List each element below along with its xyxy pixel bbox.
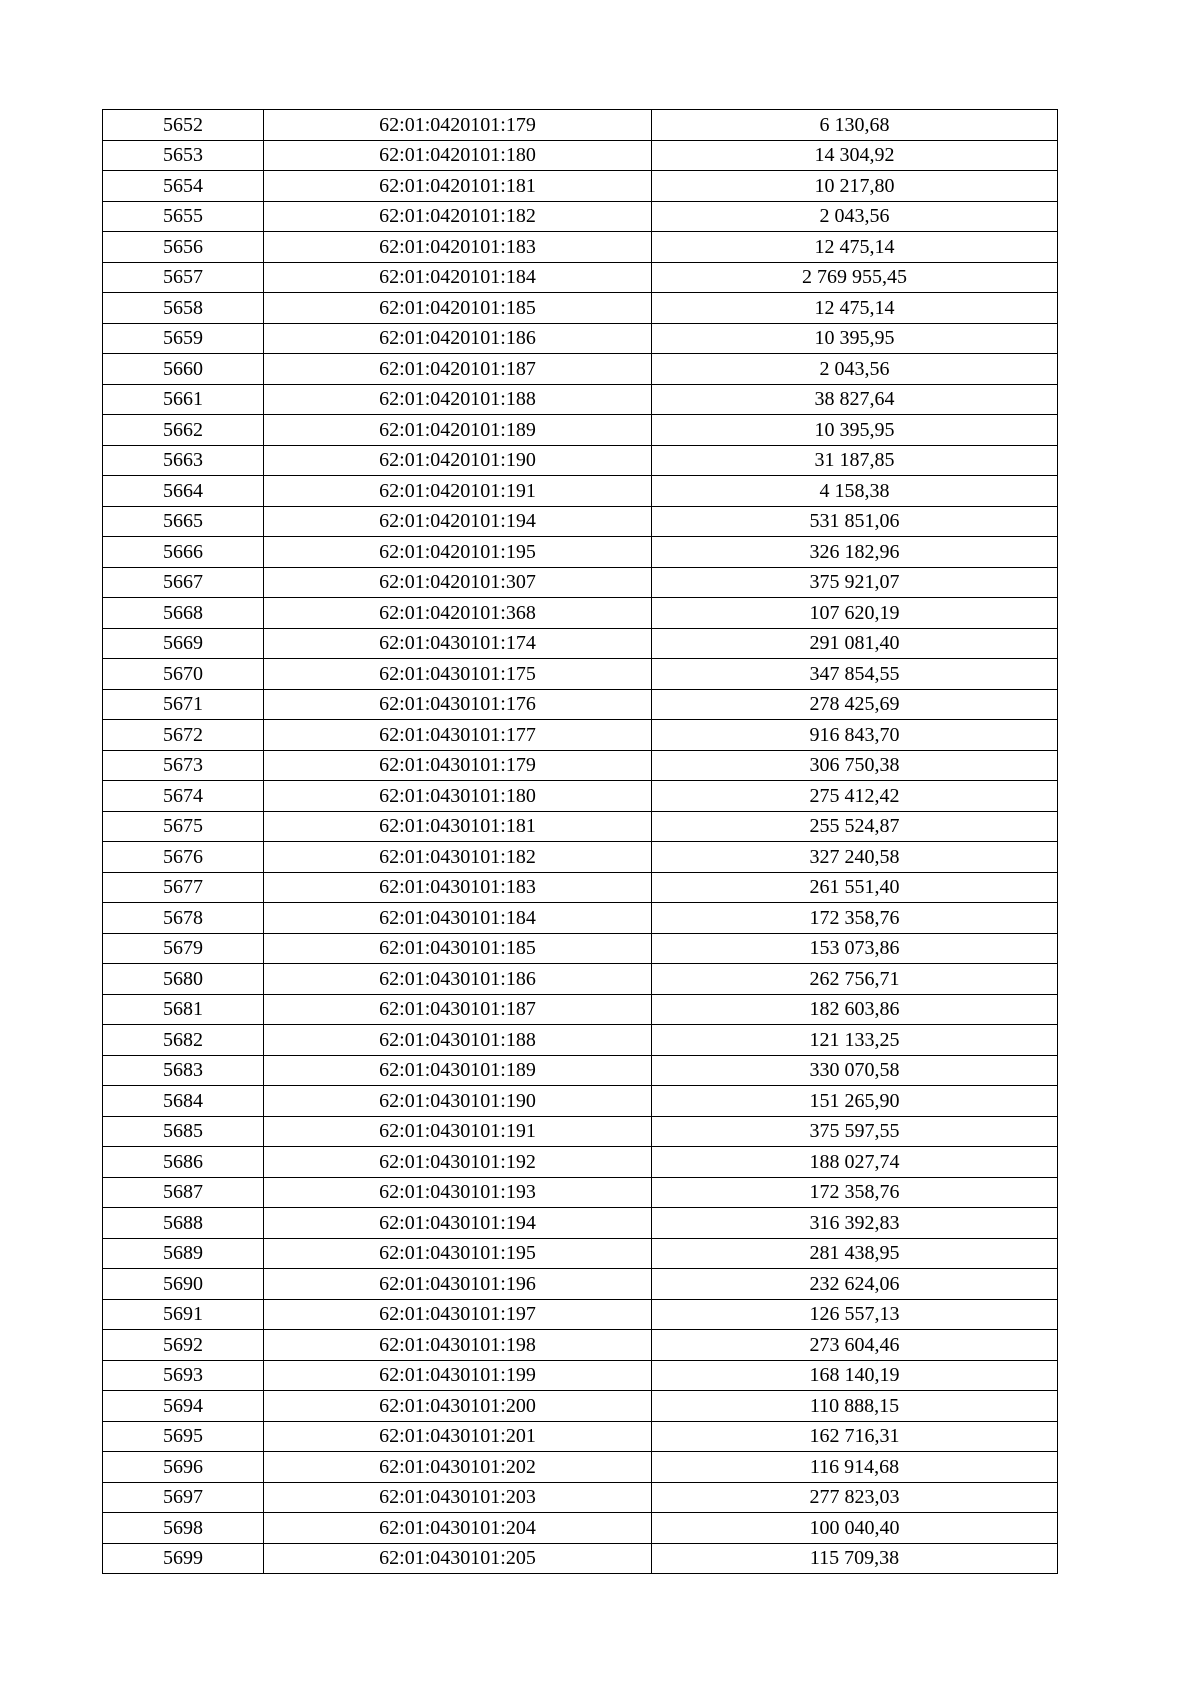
row-number-cell: 5663: [103, 445, 264, 476]
row-number-cell: 5668: [103, 598, 264, 629]
table-row: [103, 1177, 1058, 1208]
table-row: [103, 994, 1058, 1025]
value-cell: 278 425,69: [652, 689, 1058, 720]
cadastral-number-cell: 62:01:0420101:190: [264, 445, 652, 476]
row-number-cell: 5652: [103, 110, 264, 141]
value-cell: 531 851,06: [652, 506, 1058, 537]
cadastral-number-cell: 62:01:0430101:175: [264, 659, 652, 690]
table-row: [103, 1086, 1058, 1117]
value-cell: 151 265,90: [652, 1086, 1058, 1117]
row-number-cell: 5654: [103, 171, 264, 202]
table-row: [103, 1421, 1058, 1452]
value-cell: 291 081,40: [652, 628, 1058, 659]
cadastral-number-cell: 62:01:0430101:202: [264, 1452, 652, 1483]
value-cell: 6 130,68: [652, 110, 1058, 141]
value-cell: 172 358,76: [652, 903, 1058, 934]
row-number-cell: 5695: [103, 1421, 264, 1452]
row-number-cell: 5691: [103, 1299, 264, 1330]
cadastral-number-cell: 62:01:0420101:186: [264, 323, 652, 354]
table-row: [103, 1269, 1058, 1300]
value-cell: 255 524,87: [652, 811, 1058, 842]
value-cell: 121 133,25: [652, 1025, 1058, 1056]
cadastral-number-cell: 62:01:0430101:186: [264, 964, 652, 995]
value-cell: 115 709,38: [652, 1543, 1058, 1574]
row-number-cell: 5693: [103, 1360, 264, 1391]
cadastral-number-cell: 62:01:0430101:182: [264, 842, 652, 873]
table-row: [103, 171, 1058, 202]
value-cell: 12 475,14: [652, 293, 1058, 324]
table-row: [103, 1391, 1058, 1422]
value-cell: 153 073,86: [652, 933, 1058, 964]
row-number-cell: 5685: [103, 1116, 264, 1147]
value-cell: 2 043,56: [652, 201, 1058, 232]
row-number-cell: 5675: [103, 811, 264, 842]
row-number-cell: 5674: [103, 781, 264, 812]
cadastral-number-cell: 62:01:0430101:174: [264, 628, 652, 659]
row-number-cell: 5687: [103, 1177, 264, 1208]
table-row: [103, 1055, 1058, 1086]
value-cell: 281 438,95: [652, 1238, 1058, 1269]
cadastral-number-cell: 62:01:0430101:189: [264, 1055, 652, 1086]
cadastral-number-cell: 62:01:0430101:197: [264, 1299, 652, 1330]
value-cell: 12 475,14: [652, 232, 1058, 263]
value-cell: 375 921,07: [652, 567, 1058, 598]
cadastral-number-cell: 62:01:0420101:194: [264, 506, 652, 537]
row-number-cell: 5673: [103, 750, 264, 781]
table-row: [103, 1452, 1058, 1483]
row-number-cell: 5678: [103, 903, 264, 934]
cadastral-number-cell: 62:01:0420101:307: [264, 567, 652, 598]
value-cell: 116 914,68: [652, 1452, 1058, 1483]
table-row: [103, 567, 1058, 598]
value-cell: 316 392,83: [652, 1208, 1058, 1239]
table-row: [103, 1482, 1058, 1513]
value-cell: 2 043,56: [652, 354, 1058, 385]
table-row: [103, 537, 1058, 568]
cadastral-number-cell: 62:01:0430101:194: [264, 1208, 652, 1239]
table-row: [103, 1208, 1058, 1239]
table-body: [103, 110, 1058, 1574]
row-number-cell: 5680: [103, 964, 264, 995]
value-cell: 168 140,19: [652, 1360, 1058, 1391]
table-row: [103, 750, 1058, 781]
value-cell: 327 240,58: [652, 842, 1058, 873]
table-row: [103, 476, 1058, 507]
cadastral-number-cell: 62:01:0420101:182: [264, 201, 652, 232]
value-cell: 347 854,55: [652, 659, 1058, 690]
row-number-cell: 5696: [103, 1452, 264, 1483]
value-cell: 330 070,58: [652, 1055, 1058, 1086]
cadastral-number-cell: 62:01:0420101:181: [264, 171, 652, 202]
table-row: [103, 598, 1058, 629]
table-row: [103, 1513, 1058, 1544]
row-number-cell: 5653: [103, 140, 264, 171]
table-row: [103, 1299, 1058, 1330]
cadastral-number-cell: 62:01:0420101:187: [264, 354, 652, 385]
table-row: [103, 689, 1058, 720]
row-number-cell: 5686: [103, 1147, 264, 1178]
value-cell: 273 604,46: [652, 1330, 1058, 1361]
cadastral-number-cell: 62:01:0430101:196: [264, 1269, 652, 1300]
row-number-cell: 5689: [103, 1238, 264, 1269]
table-row: [103, 354, 1058, 385]
value-cell: 182 603,86: [652, 994, 1058, 1025]
value-cell: 232 624,06: [652, 1269, 1058, 1300]
value-cell: 275 412,42: [652, 781, 1058, 812]
value-cell: 916 843,70: [652, 720, 1058, 751]
value-cell: 4 158,38: [652, 476, 1058, 507]
table-row: [103, 811, 1058, 842]
value-cell: 277 823,03: [652, 1482, 1058, 1513]
cadastral-number-cell: 62:01:0420101:368: [264, 598, 652, 629]
value-cell: 172 358,76: [652, 1177, 1058, 1208]
cadastral-number-cell: 62:01:0430101:198: [264, 1330, 652, 1361]
row-number-cell: 5655: [103, 201, 264, 232]
cadastral-number-cell: 62:01:0420101:184: [264, 262, 652, 293]
value-cell: 375 597,55: [652, 1116, 1058, 1147]
value-cell: 14 304,92: [652, 140, 1058, 171]
value-cell: 100 040,40: [652, 1513, 1058, 1544]
row-number-cell: 5657: [103, 262, 264, 293]
table-row: [103, 1330, 1058, 1361]
cadastral-number-cell: 62:01:0420101:185: [264, 293, 652, 324]
value-cell: 10 395,95: [652, 323, 1058, 354]
cadastral-number-cell: 62:01:0430101:203: [264, 1482, 652, 1513]
row-number-cell: 5679: [103, 933, 264, 964]
row-number-cell: 5688: [103, 1208, 264, 1239]
cadastral-number-cell: 62:01:0430101:195: [264, 1238, 652, 1269]
cadastral-number-cell: 62:01:0430101:177: [264, 720, 652, 751]
table-row: [103, 964, 1058, 995]
cadastral-number-cell: 62:01:0420101:179: [264, 110, 652, 141]
row-number-cell: 5666: [103, 537, 264, 568]
cadastral-number-cell: 62:01:0430101:183: [264, 872, 652, 903]
value-cell: 188 027,74: [652, 1147, 1058, 1178]
table-row: [103, 1025, 1058, 1056]
row-number-cell: 5659: [103, 323, 264, 354]
cadastral-number-cell: 62:01:0430101:188: [264, 1025, 652, 1056]
table-row: [103, 384, 1058, 415]
value-cell: 110 888,15: [652, 1391, 1058, 1422]
row-number-cell: 5664: [103, 476, 264, 507]
table-row: [103, 933, 1058, 964]
table-row: [103, 1238, 1058, 1269]
table-row: [103, 1116, 1058, 1147]
cadastral-number-cell: 62:01:0420101:188: [264, 384, 652, 415]
cadastral-number-cell: 62:01:0430101:200: [264, 1391, 652, 1422]
row-number-cell: 5665: [103, 506, 264, 537]
cadastral-number-cell: 62:01:0430101:199: [264, 1360, 652, 1391]
row-number-cell: 5697: [103, 1482, 264, 1513]
row-number-cell: 5681: [103, 994, 264, 1025]
value-cell: 38 827,64: [652, 384, 1058, 415]
value-cell: 10 395,95: [652, 415, 1058, 446]
cadastral-value-table: [102, 109, 1058, 1574]
row-number-cell: 5699: [103, 1543, 264, 1574]
row-number-cell: 5661: [103, 384, 264, 415]
cadastral-number-cell: 62:01:0430101:180: [264, 781, 652, 812]
cadastral-number-cell: 62:01:0430101:192: [264, 1147, 652, 1178]
table-row: [103, 659, 1058, 690]
cadastral-number-cell: 62:01:0430101:185: [264, 933, 652, 964]
cadastral-number-cell: 62:01:0430101:193: [264, 1177, 652, 1208]
table-row: [103, 415, 1058, 446]
cadastral-number-cell: 62:01:0430101:187: [264, 994, 652, 1025]
table-row: [103, 842, 1058, 873]
table-row: [103, 293, 1058, 324]
row-number-cell: 5658: [103, 293, 264, 324]
row-number-cell: 5677: [103, 872, 264, 903]
row-number-cell: 5676: [103, 842, 264, 873]
cadastral-number-cell: 62:01:0420101:195: [264, 537, 652, 568]
value-cell: 126 557,13: [652, 1299, 1058, 1330]
cadastral-number-cell: 62:01:0420101:183: [264, 232, 652, 263]
row-number-cell: 5698: [103, 1513, 264, 1544]
value-cell: 326 182,96: [652, 537, 1058, 568]
cadastral-number-cell: 62:01:0420101:189: [264, 415, 652, 446]
table-row: [103, 903, 1058, 934]
table-row: [103, 781, 1058, 812]
row-number-cell: 5690: [103, 1269, 264, 1300]
row-number-cell: 5670: [103, 659, 264, 690]
table-row: [103, 506, 1058, 537]
table-row: [103, 323, 1058, 354]
table-row: [103, 872, 1058, 903]
table-row: [103, 201, 1058, 232]
cadastral-number-cell: 62:01:0420101:191: [264, 476, 652, 507]
row-number-cell: 5667: [103, 567, 264, 598]
cadastral-number-cell: 62:01:0430101:176: [264, 689, 652, 720]
value-cell: 262 756,71: [652, 964, 1058, 995]
cadastral-number-cell: 62:01:0420101:180: [264, 140, 652, 171]
table-row: [103, 720, 1058, 751]
value-cell: 261 551,40: [652, 872, 1058, 903]
value-cell: 107 620,19: [652, 598, 1058, 629]
row-number-cell: 5656: [103, 232, 264, 263]
table-row: [103, 1543, 1058, 1574]
row-number-cell: 5682: [103, 1025, 264, 1056]
cadastral-number-cell: 62:01:0430101:205: [264, 1543, 652, 1574]
cadastral-number-cell: 62:01:0430101:190: [264, 1086, 652, 1117]
table-row: [103, 140, 1058, 171]
cadastral-number-cell: 62:01:0430101:204: [264, 1513, 652, 1544]
cadastral-number-cell: 62:01:0430101:181: [264, 811, 652, 842]
value-cell: 306 750,38: [652, 750, 1058, 781]
value-cell: 10 217,80: [652, 171, 1058, 202]
row-number-cell: 5683: [103, 1055, 264, 1086]
table-row: [103, 232, 1058, 263]
cadastral-number-cell: 62:01:0430101:201: [264, 1421, 652, 1452]
value-cell: 2 769 955,45: [652, 262, 1058, 293]
row-number-cell: 5669: [103, 628, 264, 659]
table-row: [103, 628, 1058, 659]
row-number-cell: 5672: [103, 720, 264, 751]
value-cell: 31 187,85: [652, 445, 1058, 476]
table-row: [103, 262, 1058, 293]
table-row: [103, 1360, 1058, 1391]
row-number-cell: 5662: [103, 415, 264, 446]
cadastral-number-cell: 62:01:0430101:191: [264, 1116, 652, 1147]
table-row: [103, 445, 1058, 476]
cadastral-number-cell: 62:01:0430101:179: [264, 750, 652, 781]
cadastral-number-cell: 62:01:0430101:184: [264, 903, 652, 934]
table-row: [103, 110, 1058, 141]
row-number-cell: 5684: [103, 1086, 264, 1117]
row-number-cell: 5660: [103, 354, 264, 385]
row-number-cell: 5671: [103, 689, 264, 720]
row-number-cell: 5692: [103, 1330, 264, 1361]
value-cell: 162 716,31: [652, 1421, 1058, 1452]
table-row: [103, 1147, 1058, 1178]
row-number-cell: 5694: [103, 1391, 264, 1422]
